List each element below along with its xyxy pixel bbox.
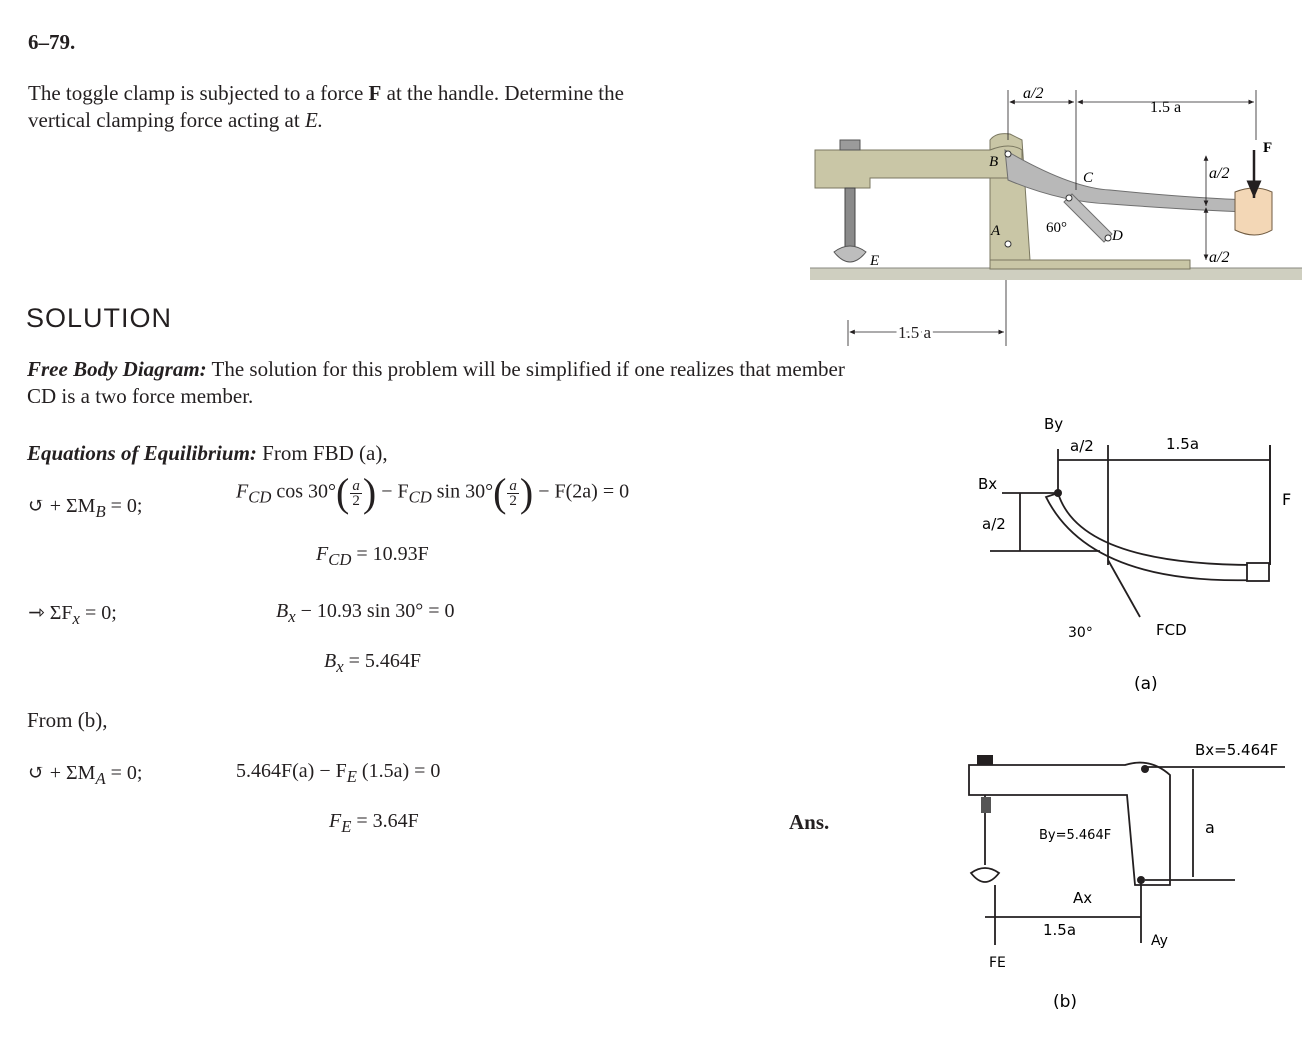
ground bbox=[810, 268, 1302, 280]
fbd-a-30: 30° bbox=[1068, 625, 1093, 641]
moment-a-label: ↺ + $\Sigma M_A = 0$; bbox=[28, 762, 143, 788]
fbd-a-figure bbox=[970, 405, 1310, 705]
fbd-a-bx: Bx bbox=[978, 475, 998, 493]
sum-fx-label: ⇾ $\Sigma F_x = 0$; bbox=[28, 602, 117, 628]
problem-statement bbox=[28, 80, 628, 134]
eq-title: Equations of Equilibrium: bbox=[27, 441, 257, 465]
dim-a2-right-upper: a/2 bbox=[1209, 165, 1230, 182]
problem-number: 6–79. bbox=[28, 30, 76, 54]
fbd-b-ax: Ax bbox=[1073, 889, 1093, 907]
dim-a2-right-lower: a/2 bbox=[1209, 249, 1230, 266]
fbd-a-f: F bbox=[1282, 490, 1292, 509]
label-b: B bbox=[989, 154, 999, 170]
fbd-b-bx: Bx=5.464F bbox=[1195, 741, 1279, 759]
fbd-b-fe: FE bbox=[989, 955, 1006, 971]
fbd-b-caption: (b) bbox=[1053, 992, 1078, 1012]
fbd-a-caption: (a) bbox=[1134, 674, 1158, 694]
fbd-b-a: a bbox=[1205, 818, 1215, 837]
from-b-label: From (b), bbox=[27, 708, 108, 732]
problem-text-1: The toggle clamp is subjected to a force bbox=[28, 81, 364, 105]
dim-15a-top: 1.5 a bbox=[1150, 99, 1182, 116]
angle-60: 60° bbox=[1046, 220, 1067, 236]
fe-result: $F_E = 3.64F$ bbox=[329, 810, 419, 836]
moment-b-equation: $F_{CD}$ cos 30°( $\frac{a}{2}$ ) − $F_{CD}$ sin 30°( $\frac{a}{2}$ ) − F(2a) = 0 bbox=[236, 470, 630, 515]
fbd-a-fcd: FCD bbox=[1156, 621, 1187, 639]
problem-text-2: at the handle. Determine the vertical clamping force acting at bbox=[28, 81, 624, 132]
label-c: C bbox=[1083, 170, 1094, 186]
dim-a2-top: a/2 bbox=[1023, 85, 1044, 102]
label-e: E bbox=[870, 253, 880, 269]
clamp-outline-b bbox=[969, 763, 1170, 885]
base-plate bbox=[990, 260, 1190, 269]
fbd-title: Free Body Diagram: bbox=[27, 357, 207, 381]
label-d: D bbox=[1112, 228, 1123, 244]
fbd-b-ay: Ay bbox=[1151, 933, 1168, 949]
point-label: E. bbox=[304, 108, 324, 132]
toggle-clamp-figure bbox=[810, 80, 1310, 355]
moment-a-equation: $5.464F(a) - F_E$ (1.5a) = 0 bbox=[236, 760, 441, 786]
force-symbol: F bbox=[368, 81, 382, 105]
fbd-a-15a: 1.5a bbox=[1166, 435, 1200, 453]
solution-heading: SOLUTION bbox=[26, 303, 173, 333]
handle-outline-a bbox=[1046, 493, 1255, 580]
fbd-a-a2-top: a/2 bbox=[1070, 437, 1094, 455]
fbd-b-figure bbox=[955, 735, 1305, 1025]
screw bbox=[845, 188, 855, 250]
fbd-b-by: By=5.464F bbox=[1039, 828, 1112, 843]
bx-result: $B_x = 5.464F$ bbox=[324, 650, 422, 676]
eq-from-a: From FBD (a), bbox=[262, 441, 388, 465]
fcd-result: $F_{CD} = 10.93F$ bbox=[316, 543, 429, 569]
bx-equation: $B_x - 10.93$ sin 30° = 0 bbox=[276, 600, 455, 626]
clamp-pad bbox=[834, 246, 866, 262]
moment-b-label: ↺ + $\Sigma M_B = 0$; bbox=[28, 495, 143, 521]
label-a: A bbox=[991, 223, 1001, 239]
fbd-a-a2-side: a/2 bbox=[982, 515, 1006, 533]
dim-15a-bottom: 1.5 a bbox=[898, 323, 932, 342]
eq-heading bbox=[27, 441, 388, 466]
fbd-text: The solution for this problem will be simplified if one realizes that member CD is a two force member. bbox=[27, 357, 845, 408]
fbd-a-by: By bbox=[1044, 415, 1064, 433]
fbd-b-15a: 1.5a bbox=[1043, 921, 1077, 939]
fbd-paragraph bbox=[27, 356, 847, 410]
label-f: F bbox=[1263, 140, 1273, 156]
answer-label: Ans. bbox=[789, 810, 830, 834]
